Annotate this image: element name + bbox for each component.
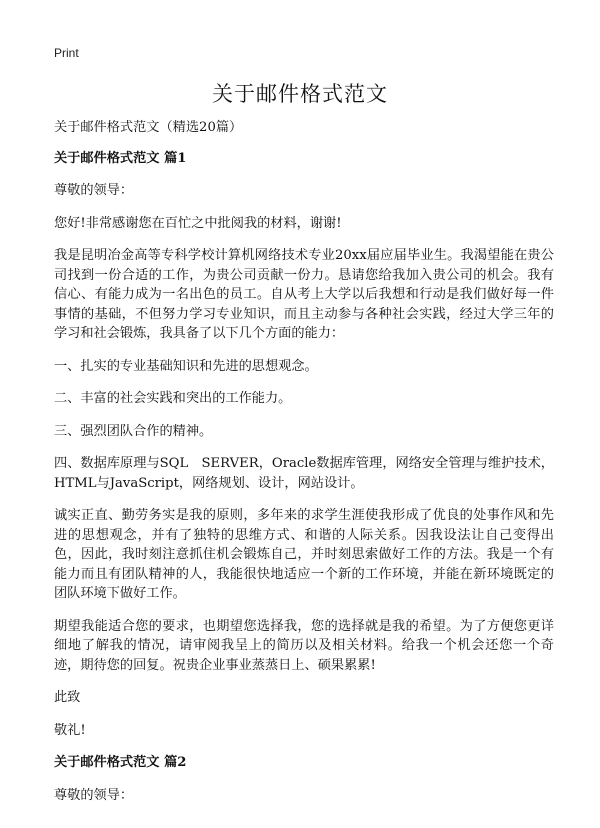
page-title: 关于邮件格式范文 xyxy=(212,82,388,106)
character-paragraph: 诚实正直、勤劳务实是我的原则，多年来的求学生涯使我形成了优良的处事作风和先进的思想观念，并有了独特的思维方式、和谐的人际关系。因我设法让自己变得出色，因此，我时刻注意抓住机会锻炼自己，并时刻思索做好工作的方法。我是一个有能力而且有团队精神的人，我能很快地适应一个新的工作环境，并能在新环境既定的团队环境下做好工作。 xyxy=(54,508,554,601)
sign-off-2: 敬礼! xyxy=(54,722,86,738)
ability-point-2: 二、丰富的社会实践和突出的工作能力。 xyxy=(54,391,292,406)
closing-paragraph: 期望我能适合您的要求，也期望您选择我，您的选择就是我的希望。为了方便您更详细地了解我的情况，请审阅我呈上的简历以及相关材料。给我一个机会还您一个奇迹，期待您的回复。祝贵企业事业蒸蒸日上、硕果累累! xyxy=(54,618,554,673)
ability-point-1: 一、扎实的专业基础知识和先进的思想观念。 xyxy=(54,358,318,374)
greeting-paragraph-2: 尊敬的领导： xyxy=(54,787,134,803)
document-subtitle: 关于邮件格式范文（精选20篇） xyxy=(54,120,243,135)
intro-paragraph: 我是昆明冶金高等专科学校计算机网络技术专业20xx届应届毕业生。我渴望能在贵公司找到一份合适的工作，为贵公司贡献一份力。恳请您给我加入贵公司的机会。我有信心、有能力成为一名出色的员工。自从考上大学以后我想和行动是我们做好每一件事情的基础，不但努力学习专业知识，而且主动参与各种社会实践，经过大学三年的学习和社会锻炼，我具备了以下几个方面的能力： xyxy=(54,248,554,341)
thanks-paragraph: 您好!非常感谢您在百忙之中批阅我的材料，谢谢! xyxy=(54,215,342,231)
print-link[interactable]: Print xyxy=(54,46,79,60)
sign-off-1: 此致 xyxy=(54,690,81,705)
document-body xyxy=(54,118,554,818)
ability-point-4: 四、数据库原理与SQL SERVER，Oracle数据库管理，网络安全管理与维护技术，HTML与JavaScript，网络规划、设计，网站设计。 xyxy=(54,456,554,491)
greeting-paragraph: 尊敬的领导： xyxy=(54,183,134,198)
section-heading-1: 关于邮件格式范文 篇1 xyxy=(54,150,187,166)
section-heading-2: 关于邮件格式范文 篇2 xyxy=(54,755,187,770)
ability-point-3: 三、强烈团队合作的精神。 xyxy=(54,423,213,439)
